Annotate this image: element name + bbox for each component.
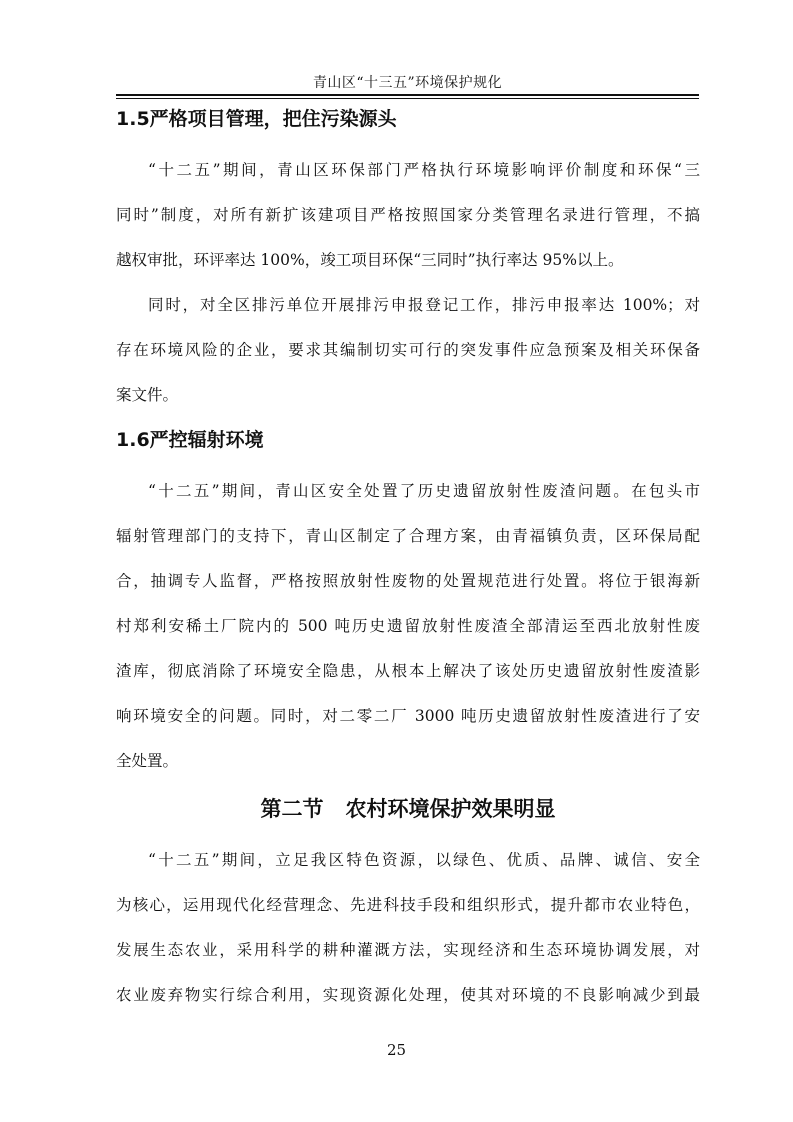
text-line: 村郑利安稀土厂院内的 500 吨历史遗留放射性废渣全部清运至西北放射性废 [116, 617, 700, 635]
text-line: 发展生态农业，采用科学的耕种灌溉方法，实现经济和生态环境协调发展，对 [116, 941, 700, 959]
heading-1-6: 1.6严控辐射环境 [116, 429, 264, 451]
text-line: 同时，对全区排污单位开展排污申报登记工作，排污申报率达 100%；对 [148, 296, 700, 314]
text-line: 渣库，彻底消除了环境安全隐患，从根本上解决了该处历史遗留放射性废渣影 [116, 662, 700, 680]
text-line: 同时”制度，对所有新扩该建项目严格按照国家分类管理名录进行管理，不搞 [116, 206, 700, 224]
paragraph-section-2-1 [116, 838, 700, 1018]
text-line: 辐射管理部门的支持下，青山区制定了合理方案，由青福镇负责，区环保局配 [116, 527, 700, 545]
page-number: 25 [386, 1041, 407, 1059]
text-line: 案文件。 [116, 386, 179, 404]
text-line: 存在环境风险的企业，要求其编制切实可行的突发事件应急预案及相关环保备 [116, 341, 700, 359]
paragraph-1-6-1 [116, 469, 700, 784]
paragraph-1-5-1 [116, 148, 700, 283]
heading-1-5: 1.5严格项目管理，把住污染源头 [116, 108, 397, 130]
text-line: 全处置。 [116, 752, 179, 770]
text-line: 越权审批，环评率达 100%，竣工项目环保“三同时”执行率达 95%以上。 [116, 251, 624, 269]
header-rule [116, 94, 699, 96]
section-title: 第二节 农村环境保护效果明显 [260, 797, 556, 821]
text-line: 为核心，运用现代化经营理念、先进科技手段和组织形式，提升都市农业特色， [116, 896, 700, 914]
text-line: 合，抽调专人监督，严格按照放射性废物的处置规范进行处置。将位于银海新 [116, 572, 700, 590]
text-line: “十二五”期间，青山区安全处置了历史遗留放射性废渣问题。在包头市 [148, 482, 700, 500]
text-line: “十二五”期间，青山区环保部门严格执行环境影响评价制度和环保“三 [148, 161, 700, 179]
text-line: “十二五”期间，立足我区特色资源，以绿色、优质、品牌、诚信、安全 [148, 851, 700, 869]
text-line: 响环境安全的问题。同时，对二零二厂 3000 吨历史遗留放射性废渣进行了安 [116, 707, 700, 725]
header-rule-thin [116, 98, 699, 99]
running-header: 青山区“十三五”环境保护规化 [312, 75, 503, 91]
paragraph-1-5-2 [116, 283, 700, 418]
text-line: 农业废弃物实行综合利用，实现资源化处理，使其对环境的不良影响减少到最 [116, 986, 700, 1004]
